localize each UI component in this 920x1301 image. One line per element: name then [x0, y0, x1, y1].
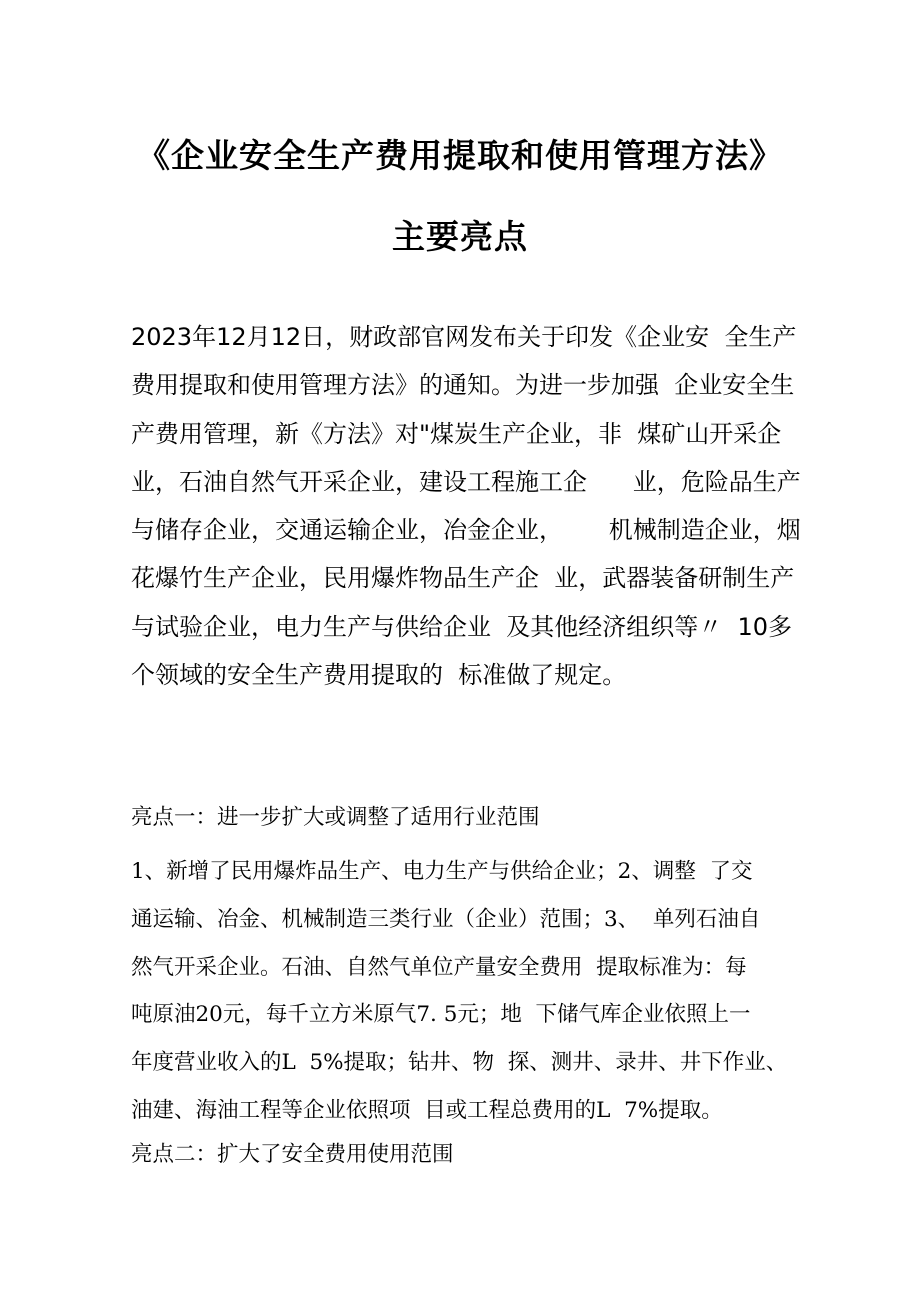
intro-paragraph [131, 313, 821, 699]
highlight-one-line: 然气开采企业。石油、自然气单位产量安全费用 提取标准为：每 [131, 954, 747, 980]
document-subtitle: 主要亮点 [392, 217, 528, 256]
document-title: 《企业安全生产费用提取和使用管理方法》 [137, 136, 783, 175]
highlight-one-line: 年度营业收入的L 5%提取；钻井、物 探、测井、录井、井下作业、 [131, 1050, 788, 1076]
highlight-one-line: 1、新增了民用爆炸品生产、电力生产与供给企业；2、调整 了交 [131, 859, 753, 884]
intro-line: 业，石油自然气开采企业，建设工程施工企 业，危险品生产 [131, 467, 801, 496]
highlight-one-line: 吨原油20元，每千立方米原气7. 5元；地 下储气库企业依照上一 [131, 1002, 751, 1028]
highlight-one-heading: 亮点一：进一步扩大或调整了适用行业范围 [131, 805, 540, 830]
intro-line: 与试验企业，电力生产与供给企业 及其他经济组织等〃 10多 [131, 612, 793, 641]
intro-line: 费用提取和使用管理方法》的通知。为进一步加强 企业安全生 [131, 371, 795, 400]
intro-line: 花爆竹生产企业，民用爆炸物品生产企 业，武器装备研制生产 [131, 564, 795, 593]
highlight-one-line: 油建、海油工程等企业依照项 目或工程总费用的L 7%提取。 [131, 1097, 723, 1123]
highlight-two-heading: 亮点二：扩大了安全费用使用范围 [131, 1142, 454, 1167]
intro-line: 2023年12月12日，财政部官网发布关于印发《企业安 全生产 [131, 323, 797, 351]
highlight-one-body [131, 848, 831, 1135]
intro-line: 产费用管理，新《方法》对"煤炭生产企业，非 煤矿山开采企 [131, 419, 782, 448]
intro-line: 个领域的安全生产费用提取的 标准做了规定。 [131, 661, 627, 690]
intro-line: 与储存企业，交通运输企业，冶金企业， 机械制造企业，烟 [131, 516, 801, 545]
highlight-one-line: 通运输、冶金、机械制造三类行业（企业）范围；3、 单列石油自 [131, 906, 761, 932]
